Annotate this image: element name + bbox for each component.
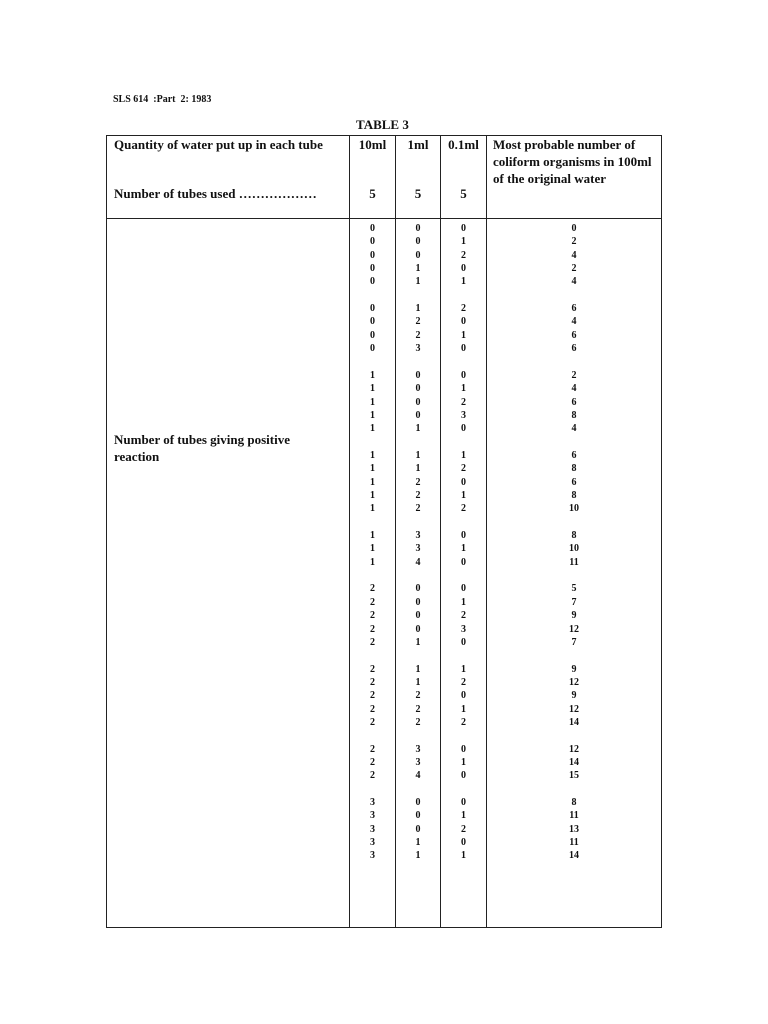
table-cell-c1: 1 bbox=[415, 263, 421, 275]
table-cell-c01: 1 bbox=[461, 490, 466, 501]
table-cell-c01: 0 bbox=[461, 583, 466, 595]
table-cell-c1: 3 bbox=[415, 543, 421, 555]
table-cell-c1: 0 bbox=[415, 797, 421, 809]
table-cell-c01: 0 bbox=[461, 636, 466, 648]
table-cell-mpn: 12 bbox=[569, 743, 579, 755]
table-cell-mpn: 11 bbox=[569, 556, 579, 568]
table-cell-c1: 0 bbox=[415, 610, 421, 622]
table-cell-c10: 1 bbox=[370, 490, 375, 501]
table-cell-c01: 0 bbox=[461, 343, 466, 355]
table-cell-c1: 1 bbox=[415, 676, 421, 688]
table-cell-c10: 2 bbox=[370, 716, 375, 728]
table-cell-c01: 2 bbox=[461, 610, 466, 622]
table-cell-c1: 2 bbox=[415, 503, 421, 515]
table-cell-mpn: 4 bbox=[571, 423, 577, 435]
table-cell-c1: 3 bbox=[415, 743, 421, 755]
table-cell-mpn: 2 bbox=[571, 236, 577, 248]
table-cell-c01: 0 bbox=[461, 743, 466, 755]
table-cell-c10: 0 bbox=[370, 263, 375, 275]
table-cell-c1: 2 bbox=[415, 490, 421, 501]
table-cell-c10: 0 bbox=[370, 223, 375, 234]
table-cell-c01: 0 bbox=[461, 423, 466, 435]
table-cell-mpn: 6 bbox=[571, 303, 577, 315]
table-cell-c01: 0 bbox=[461, 797, 466, 809]
table-cell-c1: 2 bbox=[415, 716, 421, 728]
tubes-used-label: Number of tubes used ……………… bbox=[114, 186, 317, 201]
table-cell-c1: 0 bbox=[415, 249, 421, 261]
document-header: SLS 614 :Part 2: 1983 bbox=[113, 94, 212, 105]
table-cell-c1: 0 bbox=[415, 369, 421, 381]
table-cell-c01: 1 bbox=[461, 850, 466, 862]
table-cell-c1: 1 bbox=[415, 837, 421, 849]
table-cell-mpn: 8 bbox=[571, 409, 577, 421]
table-cell-mpn: 4 bbox=[571, 276, 577, 288]
table-cell-mpn: 9 bbox=[571, 663, 577, 675]
table-cell-c01: 2 bbox=[461, 463, 466, 475]
table-cell-c10: 2 bbox=[370, 636, 375, 648]
table-cell-c10: 1 bbox=[370, 543, 375, 555]
table-cell-c01: 2 bbox=[461, 396, 466, 408]
table-cell-mpn: 8 bbox=[571, 797, 577, 809]
col-1ml-header: 1ml bbox=[407, 137, 429, 152]
table-cell-mpn: 0 bbox=[571, 223, 577, 234]
table-cell-c10: 2 bbox=[370, 676, 375, 688]
table-cell-c10: 3 bbox=[370, 850, 375, 862]
positive-1ml-column bbox=[396, 220, 440, 920]
table-cell-c1: 0 bbox=[415, 223, 421, 234]
table-cell-mpn: 12 bbox=[569, 676, 579, 688]
table-cell-c10: 2 bbox=[370, 623, 375, 635]
table-cell-c10: 2 bbox=[370, 690, 375, 702]
table-cell-c10: 2 bbox=[370, 596, 375, 608]
table-cell-mpn: 7 bbox=[571, 596, 577, 608]
table-cell-c1: 0 bbox=[415, 383, 421, 395]
table-cell-c10: 1 bbox=[370, 449, 375, 461]
table-cell-c1: 1 bbox=[415, 449, 421, 461]
table-cell-mpn: 4 bbox=[571, 316, 577, 328]
table-cell-c10: 0 bbox=[370, 303, 375, 315]
table-cell-mpn: 6 bbox=[571, 329, 577, 341]
table-cell-c1: 0 bbox=[415, 623, 421, 635]
table-cell-mpn: 11 bbox=[569, 837, 579, 849]
table-cell-c01: 1 bbox=[461, 276, 466, 288]
table-left-border bbox=[106, 135, 107, 928]
table-cell-mpn: 6 bbox=[571, 396, 577, 408]
table-cell-c1: 0 bbox=[415, 236, 421, 248]
table-cell-c10: 0 bbox=[370, 236, 375, 248]
table-cell-c1: 0 bbox=[415, 823, 421, 835]
table-cell-c10: 1 bbox=[370, 409, 375, 421]
table-cell-c1: 0 bbox=[415, 396, 421, 408]
table-cell-mpn: 9 bbox=[571, 690, 577, 702]
table-cell-c01: 1 bbox=[461, 757, 466, 768]
table-cell-mpn: 6 bbox=[571, 476, 577, 488]
table-cell-c10: 1 bbox=[370, 503, 375, 515]
header-separator bbox=[106, 218, 662, 219]
table-cell-c01: 0 bbox=[461, 556, 466, 568]
table-cell-c1: 1 bbox=[415, 423, 421, 435]
table-cell-c1: 1 bbox=[415, 850, 421, 862]
table-cell-c10: 2 bbox=[370, 703, 375, 715]
table-cell-c10: 2 bbox=[370, 770, 375, 782]
table-cell-c01: 0 bbox=[461, 223, 466, 234]
table-cell-mpn: 8 bbox=[571, 530, 577, 542]
table-cell-mpn: 12 bbox=[569, 623, 579, 635]
table-cell-c1: 1 bbox=[415, 636, 421, 648]
table-cell-mpn: 6 bbox=[571, 449, 577, 461]
table-cell-c01: 1 bbox=[461, 596, 466, 608]
table-cell-c1: 2 bbox=[415, 329, 421, 341]
quantity-label: Quantity of water put up in each tube bbox=[114, 137, 323, 152]
table-cell-c1: 3 bbox=[415, 757, 421, 768]
table-cell-c10: 1 bbox=[370, 369, 375, 381]
table-cell-mpn: 4 bbox=[571, 249, 577, 261]
table-cell-c1: 3 bbox=[415, 343, 421, 355]
table-cell-c10: 2 bbox=[370, 743, 375, 755]
table-cell-c1: 1 bbox=[415, 303, 421, 315]
table-cell-c10: 2 bbox=[370, 757, 375, 768]
table-cell-c10: 2 bbox=[370, 663, 375, 675]
table-cell-c01: 0 bbox=[461, 476, 466, 488]
table-cell-c01: 1 bbox=[461, 383, 466, 395]
table-cell-c10: 0 bbox=[370, 329, 375, 341]
table-cell-mpn: 2 bbox=[571, 369, 577, 381]
table-cell-c01: 0 bbox=[461, 690, 466, 702]
table-cell-c1: 1 bbox=[415, 663, 421, 675]
table-cell-c10: 3 bbox=[370, 797, 375, 809]
table-cell-c10: 1 bbox=[370, 556, 375, 568]
tubes-used-1ml: 5 bbox=[414, 186, 422, 201]
table-cell-c01: 0 bbox=[461, 837, 466, 849]
table-cell-c01: 2 bbox=[461, 303, 466, 315]
table-title: TABLE 3 bbox=[356, 117, 409, 132]
table-cell-c01: 1 bbox=[461, 543, 466, 555]
table-cell-c10: 2 bbox=[370, 610, 375, 622]
table-cell-c01: 2 bbox=[461, 249, 466, 261]
table-cell-c01: 2 bbox=[461, 716, 466, 728]
table-cell-mpn: 13 bbox=[569, 823, 579, 835]
table-cell-c01: 0 bbox=[461, 369, 466, 381]
table-cell-c1: 2 bbox=[415, 703, 421, 715]
mpn-values-column bbox=[487, 220, 661, 920]
table-cell-c01: 2 bbox=[461, 676, 466, 688]
table-cell-c01: 0 bbox=[461, 770, 466, 782]
table-cell-c01: 2 bbox=[461, 823, 466, 835]
positive-01ml-column bbox=[441, 220, 486, 920]
table-cell-c10: 1 bbox=[370, 463, 375, 475]
table-cell-c10: 3 bbox=[370, 810, 375, 822]
table-cell-c1: 2 bbox=[415, 690, 421, 702]
table-cell-c1: 0 bbox=[415, 596, 421, 608]
table-cell-c1: 2 bbox=[415, 476, 421, 488]
col-01ml-header: 0.1ml bbox=[448, 137, 479, 152]
table-cell-mpn: 5 bbox=[571, 583, 577, 595]
positive-10ml-column bbox=[350, 220, 395, 920]
table-cell-c1: 4 bbox=[415, 556, 421, 568]
table-cell-c01: 3 bbox=[461, 409, 466, 421]
table-cell-mpn: 12 bbox=[569, 703, 579, 715]
table-cell-c10: 1 bbox=[370, 423, 375, 435]
tubes-used-01ml: 5 bbox=[460, 186, 467, 201]
table-cell-mpn: 4 bbox=[571, 383, 577, 395]
table-cell-c1: 0 bbox=[415, 583, 421, 595]
table-cell-mpn: 15 bbox=[569, 770, 579, 782]
table-cell-c10: 3 bbox=[370, 837, 375, 849]
table-cell-c01: 1 bbox=[461, 703, 466, 715]
col-10ml-header: 10ml bbox=[358, 137, 387, 152]
table-cell-mpn: 10 bbox=[569, 543, 579, 555]
table-cell-c1: 0 bbox=[415, 810, 421, 822]
table-cell-c10: 1 bbox=[370, 383, 375, 395]
table-cell-c10: 0 bbox=[370, 249, 375, 261]
table-cell-c01: 2 bbox=[461, 503, 466, 515]
table-cell-mpn: 7 bbox=[571, 636, 577, 648]
table-cell-c1: 4 bbox=[415, 770, 421, 782]
table-cell-c01: 1 bbox=[461, 810, 466, 822]
tubes-used-10ml: 5 bbox=[369, 186, 376, 201]
table-cell-mpn: 8 bbox=[571, 490, 577, 501]
table-cell-c01: 3 bbox=[461, 623, 466, 635]
table-cell-c10: 3 bbox=[370, 823, 375, 835]
table-cell-c10: 0 bbox=[370, 316, 375, 328]
table-cell-c1: 0 bbox=[415, 409, 421, 421]
table-cell-mpn: 11 bbox=[569, 810, 579, 822]
table-cell-c10: 1 bbox=[370, 476, 375, 488]
table-bottom-border bbox=[106, 927, 662, 928]
table-cell-c10: 0 bbox=[370, 276, 375, 288]
table-cell-mpn: 2 bbox=[571, 263, 577, 275]
table-cell-c01: 0 bbox=[461, 530, 466, 542]
table-cell-mpn: 6 bbox=[571, 343, 577, 355]
table-cell-c01: 1 bbox=[461, 663, 466, 675]
table-cell-mpn: 9 bbox=[571, 610, 577, 622]
table-right-border bbox=[661, 135, 662, 928]
table-cell-c10: 2 bbox=[370, 583, 375, 595]
table-cell-c1: 1 bbox=[415, 276, 421, 288]
table-cell-mpn: 14 bbox=[569, 716, 579, 728]
table-cell-c10: 1 bbox=[370, 396, 375, 408]
table-cell-c01: 1 bbox=[461, 329, 466, 341]
table-cell-mpn: 8 bbox=[571, 463, 577, 475]
table-cell-c01: 0 bbox=[461, 263, 466, 275]
table-cell-c1: 3 bbox=[415, 530, 421, 542]
table-cell-c10: 1 bbox=[370, 530, 375, 542]
positive-reaction-label: Number of tubes giving positive reaction bbox=[114, 432, 290, 464]
table-cell-mpn: 14 bbox=[569, 757, 579, 768]
table-cell-c10: 0 bbox=[370, 343, 375, 355]
table-cell-c01: 1 bbox=[461, 236, 466, 248]
table-cell-c1: 2 bbox=[415, 316, 421, 328]
table-cell-c01: 0 bbox=[461, 316, 466, 328]
table-cell-mpn: 10 bbox=[569, 503, 579, 515]
table-cell-mpn: 14 bbox=[569, 850, 579, 862]
mpn-header: Most probable number of coliform organisms in 100ml of the original water bbox=[493, 137, 652, 186]
table-cell-c01: 1 bbox=[461, 449, 466, 461]
table-cell-c1: 1 bbox=[415, 463, 421, 475]
